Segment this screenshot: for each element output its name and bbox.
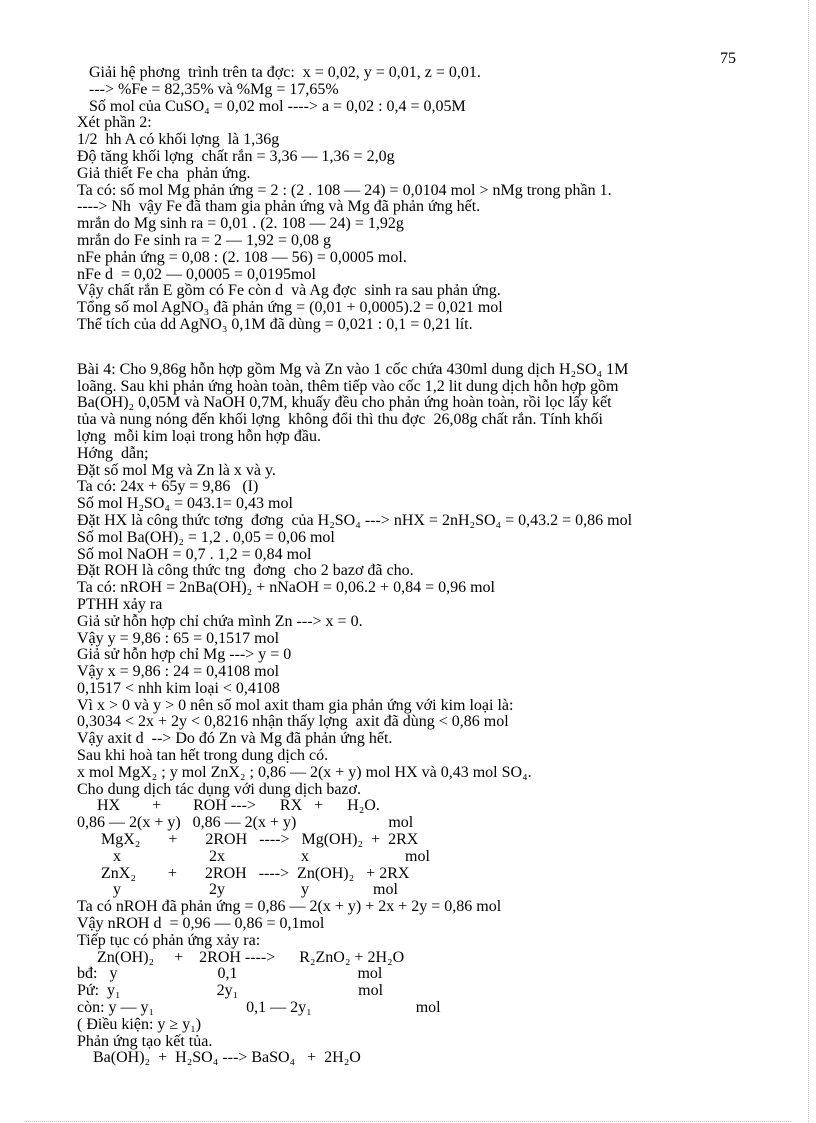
text-line: Ta có nROH đã phản ứng = 0,86 — 2(x + y) + 2x + 2y = 0,86 mol <box>77 898 502 916</box>
text-line: Ta có: 24x + 65y = 9,86 (I) <box>77 478 259 496</box>
text-line: nFe phản ứng = 0,08 : (2. 108 — 56) = 0,0005 mol. <box>77 248 407 266</box>
text-line: Độ tăng khối lợng chất rắn = 3,36 — 1,36 = 2,0g <box>77 147 395 165</box>
text-line: 0,3034 < 2x + 2y < 0,8216 nhận thấy lợng axit đã dùng < 0,86 mol <box>77 713 509 731</box>
text-line: Ba(OH)₂ 0,05M và NaOH 0,7M, khuấy đều cho phản ứng hoàn toàn, rồi lọc lấy kết <box>77 394 612 412</box>
text-line: loãng. Sau khi phản ứng hoàn toàn, thêm tiếp vào cốc 1,2 lit dung dịch hỗn hợp gồm <box>77 377 619 395</box>
equation-line: HX + ROH ---> RX + H₂O. <box>77 797 380 815</box>
text-line: Xét phần 2: <box>77 114 152 132</box>
text-line: Bài 4: Cho 9,86g hỗn hợp gồm Mg và Zn vào 1 cốc chứa 430ml dung dịch H₂SO₄ 1M <box>77 360 629 378</box>
text-line: mrắn do Mg sinh ra = 0,01 . (2. 108 — 24) = 1,92g <box>77 215 404 233</box>
page-bottom-divider <box>25 1121 791 1122</box>
text-line: Ta có: số mol Mg phản ứng = 2 : (2 . 108 — 24) = 0,0104 mol > nMg trong phần 1. <box>77 181 612 199</box>
text-line: Giả thiết Fe cha phản ứng. <box>77 164 251 182</box>
equation-line: y 2y y mol <box>77 881 398 899</box>
text-line: ----> Nh vậy Fe đã tham gia phản ứng và Mg đã phản ứng hết. <box>77 198 481 216</box>
text-line: Giả sử hỗn hợp chỉ chứa mình Zn ---> x = 0. <box>77 612 363 630</box>
text-line: Tổng số mol AgNO₃ đã phản ứng = (0,01 + 0,0005).2 = 0,021 mol <box>77 299 503 317</box>
text-line: Vậy axit d --> Do đó Zn và Mg đã phản ứng hết. <box>77 730 393 748</box>
equation-line: 0,86 — 2(x + y) 0,86 — 2(x + y) mol <box>77 814 414 832</box>
text-line: Vậy y = 9,86 : 65 = 0,1517 mol <box>77 629 280 647</box>
text-line: Số mol H₂SO₄ = 043.1= 0,43 mol <box>77 495 293 513</box>
text-line: Đặt số mol Mg và Zn là x và y. <box>77 461 276 479</box>
text-line: Số mol Ba(OH)₂ = 1,2 . 0,05 = 0,06 mol <box>77 528 335 546</box>
paragraph-gap <box>77 334 777 362</box>
text-line: Tiếp tục có phản ứng xảy ra: <box>77 931 261 949</box>
solution-part-2 <box>77 65 777 334</box>
page-right-divider <box>808 0 809 1123</box>
text-line: nFe d = 0,02 — 0,0005 = 0,0195mol <box>77 265 316 283</box>
equation-line: bđ: y 0,1 mol <box>77 965 383 983</box>
equation-line: Pứ: y₁ 2y₁ mol <box>77 982 384 1000</box>
equation-line: ZnX₂ + 2ROH ----> Zn(OH)₂ + 2RX <box>77 864 410 882</box>
text-line: Đặt ROH là công thức tng đơng cho 2 bazơ đã cho. <box>77 562 414 580</box>
text-line: Số mol NaOH = 0,7 . 1,2 = 0,84 mol <box>77 545 312 563</box>
document-body <box>77 65 777 1067</box>
text-line: ( Điều kiện: y ≥ y₁) <box>77 1015 202 1033</box>
text-line: Thể tích của dd AgNO₃ 0,1M đã dùng = 0,021 : 0,1 = 0,21 lít. <box>77 315 473 333</box>
text-line: Giải hệ phơng trình trên ta đợc: x = 0,02, y = 0,01, z = 0,01. <box>77 64 481 81</box>
text-line: Giả sử hỗn hợp chỉ Mg ---> y = 0 <box>77 646 292 664</box>
equation-line: x 2x x mol <box>77 847 430 865</box>
text-line: Sau khi hoà tan hết trong dung dịch có. <box>77 747 329 765</box>
text-line: lợng mỗi kim loại trong hỗn hợp đầu. <box>77 427 322 445</box>
text-line: Vì x > 0 và y > 0 nên số mol axit tham gia phản ứng với kim loại là: <box>77 696 514 714</box>
text-line: ---> %Fe = 82,35% và %Mg = 17,65% <box>77 80 339 98</box>
equation-line: MgX₂ + 2ROH ----> Mg(OH)₂ + 2RX <box>77 831 419 849</box>
text-line: PTHH xảy ra <box>77 595 163 613</box>
page-number: 75 <box>720 50 736 67</box>
text-line: Phản ứng tạo kết tủa. <box>77 1032 213 1050</box>
text-line: Vậy chất rắn E gồm có Fe còn d và Ag đợc sinh ra sau phản ứng. <box>77 282 501 300</box>
text-line: Ta có: nROH = 2nBa(OH)₂ + nNaOH = 0,06.2 + 0,84 = 0,96 mol <box>77 579 495 597</box>
text-line: Vậy nROH d = 0,96 — 0,86 = 0,1mol <box>77 915 325 933</box>
text-line: Đặt HX là công thức tơng đơng của H₂SO₄ ---> nHX = 2nH₂SO₄ = 0,43.2 = 0,86 mol <box>77 511 633 529</box>
problem-4 <box>77 362 777 1067</box>
text-line: Hớng dẫn; <box>77 444 149 462</box>
text-line: x mol MgX₂ ; y mol ZnX₂ ; 0,86 — 2(x + y) mol HX và 0,43 mol SO₄. <box>77 763 532 781</box>
text-line: 0,1517 < nhh kim loại < 0,4108 <box>77 679 280 697</box>
text-line: Vậy x = 9,86 : 24 = 0,4108 mol <box>77 663 280 681</box>
equation-line: Ba(OH)₂ + H₂SO₄ ---> BaSO₄ + 2H₂O <box>77 1049 361 1067</box>
text-line: tủa và nung nóng đến khối lợng không đổi thì thu đợc 26,08g chất rắn. Tính khối <box>77 411 603 429</box>
text-line: Số mol của CuSO₄ = 0,02 mol ----> a = 0,02 : 0,4 = 0,05M <box>77 97 466 115</box>
equation-line: còn: y — y₁ 0,1 — 2y₁ mol <box>77 999 441 1017</box>
text-line: Cho dung dịch tác dụng với dung dịch bazơ. <box>77 780 361 798</box>
text-line: 1/2 hh A có khối lợng là 1,36g <box>77 131 280 149</box>
text-line: mrắn do Fe sinh ra = 2 — 1,92 = 0,08 g <box>77 231 332 249</box>
equation-line: Zn(OH)₂ + 2ROH ----> R₂ZnO₂ + 2H₂O <box>77 948 405 966</box>
